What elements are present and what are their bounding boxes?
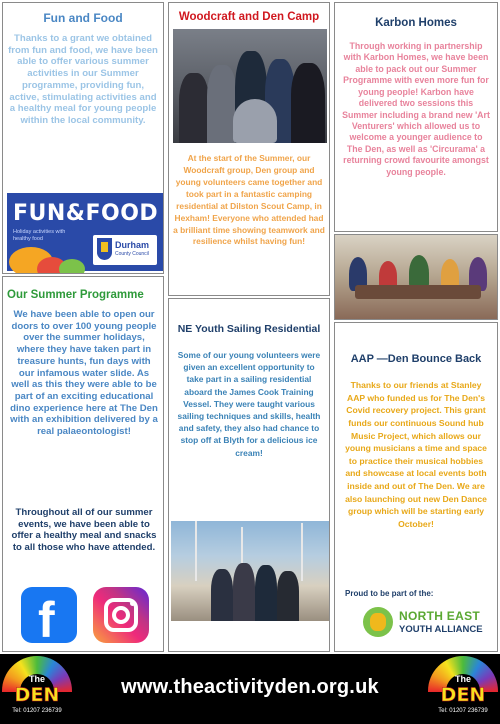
- sailing-body: Some of our young volunteers were given an excellent opportunity to take part in a sailing residential aboard the James Cook Training Vessel. They were taught various sailing techniques and skills, health and safety, they also had chance to stop off at Blyth for a delicious ice cream!: [177, 350, 321, 458]
- facebook-icon[interactable]: [21, 587, 77, 648]
- fun-and-food-logo: [7, 193, 163, 271]
- instagram-icon[interactable]: [93, 587, 149, 643]
- woodcraft-group-photo: [173, 29, 327, 143]
- logo-tel: Tel: 01207 236739: [438, 708, 488, 714]
- north-east-youth-alliance-logo: [361, 603, 489, 641]
- logo-den: DEN: [440, 684, 486, 706]
- karbon-homes-panel: [334, 2, 498, 232]
- council-name: Durham: [115, 240, 150, 250]
- logo-tel: Tel: 01207 236739: [12, 708, 62, 714]
- photo-table: [355, 285, 481, 299]
- photo-person: [255, 565, 277, 621]
- website-url[interactable]: www.theactivityden.org.uk: [121, 676, 379, 698]
- summer-programme-title: Our Summer Programme: [7, 289, 144, 301]
- photo-mast: [195, 521, 197, 581]
- aap-body: Thanks to our friends at Stanley AAP who funded us for The Den's Covid recovery project. This grant funds our continuous Sound hub Music Project, which allows our young musicians a time and space to practice their musical hobbies and showcase at local events both inside and out of The Den. We are also launching out new Den Dance group which will be starting early October!: [345, 380, 487, 529]
- footer-bar: [0, 654, 500, 724]
- photo-person: [233, 99, 277, 143]
- fun-and-food-panel: [2, 2, 164, 274]
- durham-council-logo: [93, 235, 157, 265]
- summer-programme-panel: [2, 276, 164, 652]
- photo-mast: [301, 523, 303, 581]
- sailing-group-photo: [171, 521, 329, 621]
- photo-person: [291, 63, 325, 143]
- fun-and-food-body: Thanks to a grant we obtained from fun and food, we have been able to offer various summer activities in our Summer programme, providing fun, active, stimulating activities and a healthy meal for young people within the local community.: [8, 33, 158, 126]
- sailing-panel: [168, 298, 330, 652]
- sailing-title: NE Youth Sailing Residential: [177, 323, 321, 335]
- aap-title: AAP —Den Bounce Back: [350, 353, 482, 365]
- instagram-lens: [112, 606, 130, 624]
- karbon-homes-title: Karbon Homes: [375, 17, 457, 29]
- photo-person: [233, 563, 255, 621]
- photo-person: [277, 571, 299, 621]
- alliance-emblem-icon: [363, 607, 393, 637]
- fun-and-food-logo-subtitle: Holiday activities with healthy food: [13, 229, 66, 243]
- logo-the: The: [454, 674, 471, 684]
- karbon-activity-photo: [334, 234, 498, 320]
- aap-panel: [334, 322, 498, 652]
- logo-den: DEN: [14, 684, 60, 706]
- alliance-line-2: YOUTH ALLIANCE: [399, 624, 483, 635]
- fun-and-food-logo-title: FUN&FOOD: [13, 201, 159, 226]
- alliance-line-1: NORTH EAST: [399, 609, 480, 623]
- council-subname: County Council: [115, 251, 149, 257]
- summer-programme-paragraph-1: We have been able to open our doors to over 100 young people over the summer holidays, where they have taken part in treasure hunts, fun days with our infamous water slide. As well as this they were able to be part of an exciting educational dino experience here at The Den with an exhibition delivered by a real palaeontologist!: [10, 309, 158, 438]
- photo-person: [179, 73, 209, 143]
- photo-person: [211, 569, 233, 621]
- facebook-glyph: f: [38, 592, 55, 648]
- fun-and-food-title: Fun and Food: [43, 11, 123, 25]
- summer-programme-paragraph-2: Throughout all of our summer events, we have been able to offer a healthy meal and snacks to all those who have attended.: [11, 507, 157, 554]
- woodcraft-body: At the start of the Summer, our Woodcraft group, Den group and young volunteers came together and took part in a fantastic camping residential at Dilston Scout Camp, in Hexham! Everyone who attended had a brilliant time showing teamwork and resilience whilst having fun!: [173, 153, 325, 247]
- splash-decoration: [59, 259, 85, 274]
- karbon-homes-body: Through working in partnership with Karbon Homes, we have been able to pack out our Summer Programme with even more fun for young people! Karbon have delivered two sessions this Summer including a brand new 'Art Venturers' which allowed us to welcome a younger audience to The Den, as well as 'Circurama' a returning crowd favourite amongst young people.: [342, 41, 490, 177]
- woodcraft-panel: [168, 2, 330, 296]
- proud-label: Proud to be part of the:: [345, 589, 434, 598]
- woodcraft-title: Woodcraft and Den Camp: [178, 11, 320, 23]
- the-den-logo-right: [428, 656, 498, 722]
- logo-the: The: [28, 674, 45, 684]
- instagram-dot: [130, 601, 135, 606]
- council-shield-icon: [97, 238, 112, 260]
